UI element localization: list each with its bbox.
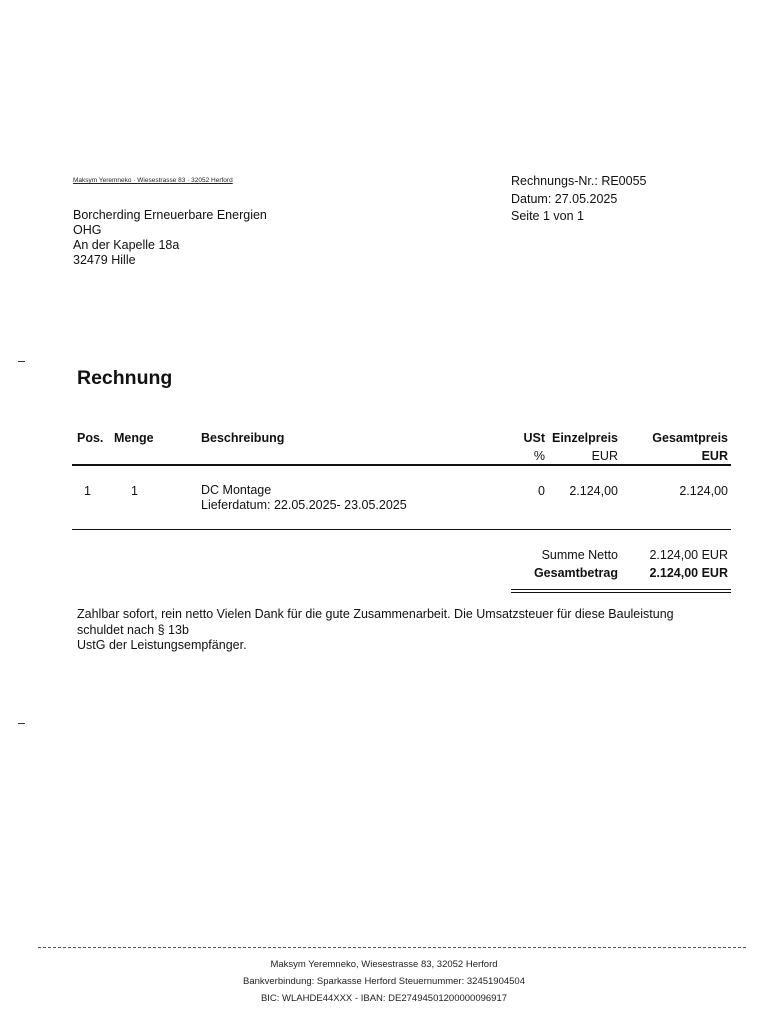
footer-divider	[38, 947, 746, 948]
row-total: 2.124,00	[679, 484, 728, 498]
header-description: Beschreibung	[201, 431, 285, 445]
header-qty: Menge	[114, 431, 154, 445]
header-unit-price-unit: EUR	[591, 449, 618, 463]
total-double-rule	[511, 592, 731, 593]
fold-mark	[18, 723, 25, 724]
payment-note	[77, 607, 717, 654]
invoice-meta	[511, 173, 647, 226]
fold-mark	[18, 361, 25, 362]
gross-total-value: 2.124,00 EUR	[649, 566, 728, 580]
page-count: Seite 1 von 1	[511, 209, 584, 223]
footer-iban: BIC: WLAHDE44XXX - IBAN: DE27494501200000096917	[260, 993, 508, 1004]
table-bottom-divider	[72, 529, 731, 530]
gross-total-label: Gesamtbetrag	[533, 566, 618, 580]
invoice-date: Datum: 27.05.2025	[511, 191, 618, 206]
note-line: Zahlbar sofort, rein netto Vielen Dank für die gute Zusammenarbeit. Die Umsatzsteuer für diese Bauleistung	[77, 607, 674, 621]
total-double-rule	[511, 589, 731, 590]
row-vat: 0	[538, 484, 545, 498]
recipient-line: 32479 Hille	[73, 253, 136, 267]
header-total: Gesamtpreis	[652, 431, 728, 445]
row-qty: 1	[131, 484, 138, 498]
row-description: DC Montage	[201, 483, 272, 497]
net-total-label: Summe Netto	[541, 548, 618, 562]
row-description-detail: Lieferdatum: 22.05.2025- 23.05.2025	[201, 498, 407, 512]
header-vat: USt	[523, 431, 545, 445]
row-pos: 1	[84, 484, 91, 498]
recipient-line: An der Kapelle 18a	[73, 238, 180, 252]
header-unit-price: Einzelpreis	[552, 431, 618, 445]
invoice-number: Rechnungs-Nr.: RE0055	[511, 174, 647, 188]
row-unit-price: 2.124,00	[569, 484, 618, 498]
recipient-line: Borcherding Erneuerbare Energien	[73, 208, 267, 222]
header-total-unit: EUR	[701, 449, 728, 463]
document-title: Rechnung	[77, 367, 173, 389]
header-pos: Pos.	[77, 431, 104, 445]
recipient-line: OHG	[73, 223, 102, 237]
note-line: UstG der Leistungsempfänger.	[77, 638, 247, 652]
net-total-value: 2.124,00 EUR	[649, 548, 728, 562]
sender-address-line: Maksym Yeremneko · Wiesestrasse 83 · 32052 Herford	[73, 177, 233, 184]
recipient-address	[73, 208, 267, 268]
header-divider	[72, 464, 731, 466]
footer-address: Maksym Yeremneko, Wiesestrasse 83, 32052 Herford	[270, 959, 498, 970]
footer-bank: Bankverbindung: Sparkasse Herford Steuernummer: 32451904504	[242, 976, 525, 987]
note-line: schuldet nach § 13b	[77, 622, 189, 637]
header-vat-unit: %	[533, 449, 545, 463]
